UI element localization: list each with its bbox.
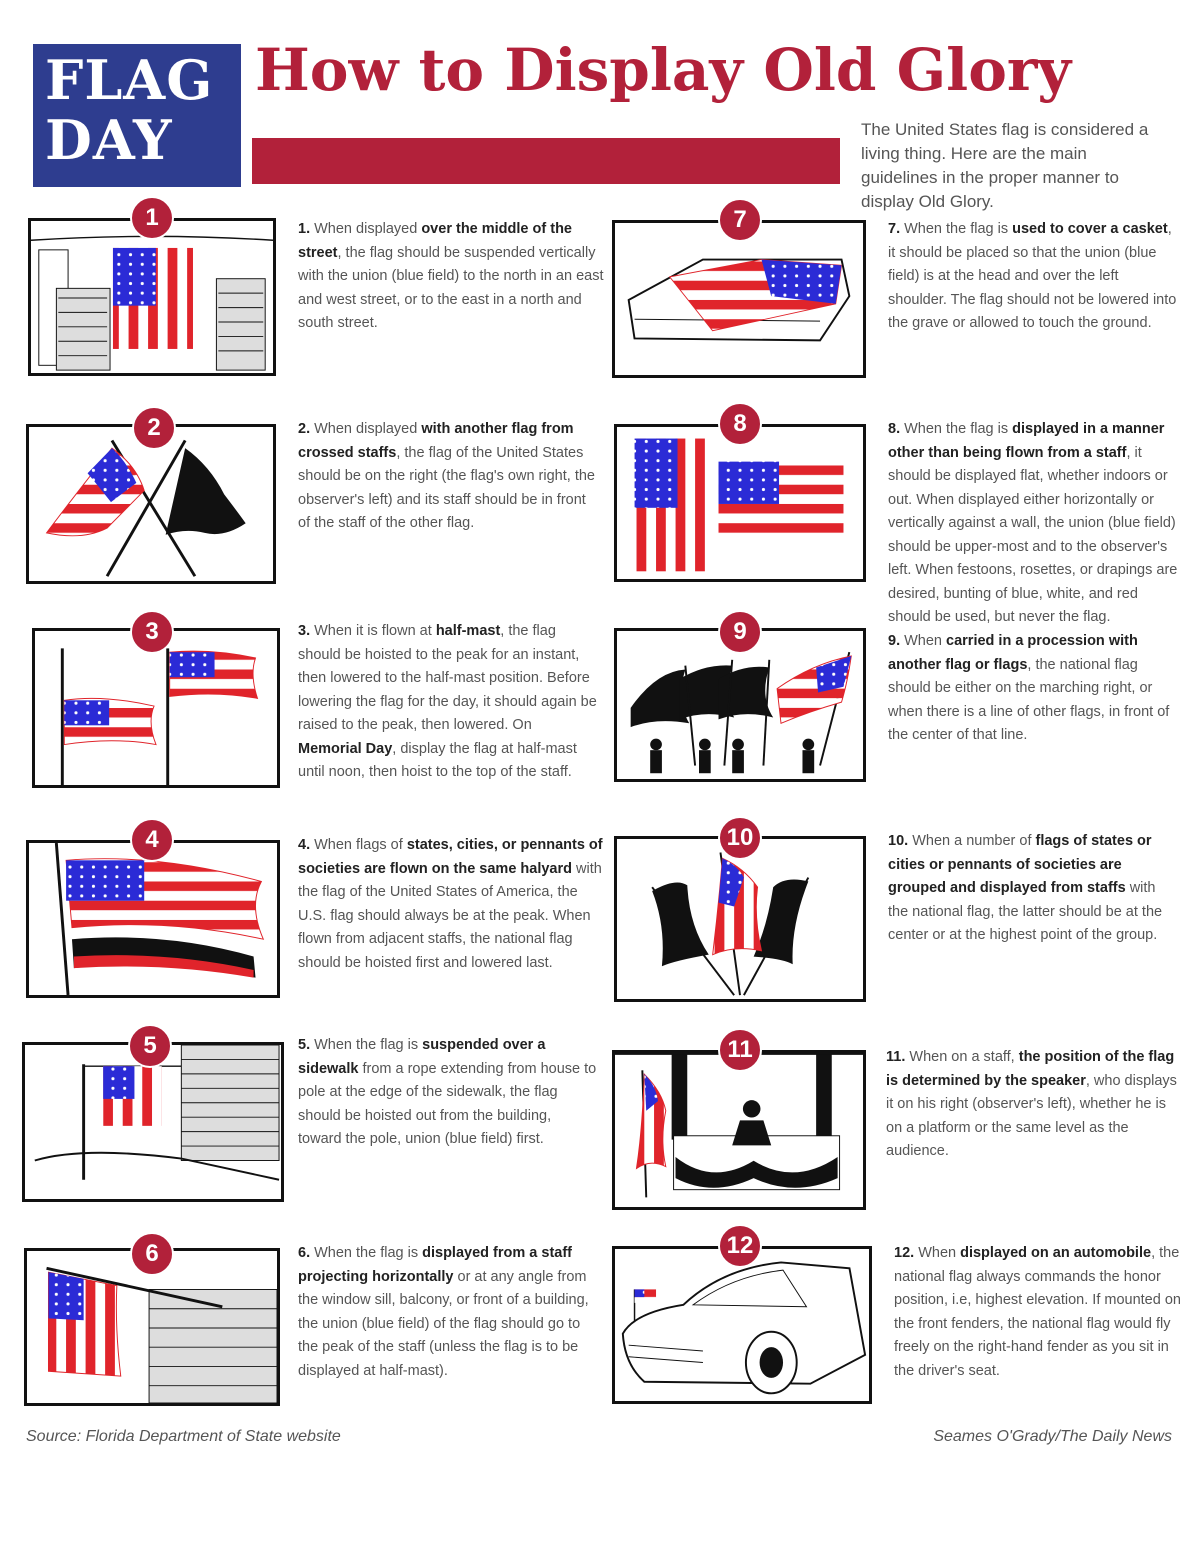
illustration-4-same-halyard <box>26 840 280 998</box>
badge-12: 12 <box>718 1224 762 1268</box>
guideline-3-text: 3. When it is flown at half-mast, the flag should be hoisted to the peak for an instant, then lowered to the half-mast position. Before lowering the flag for the day, it should again be raised to the peak, then lowered. On Memorial Day, display the flag at half-mast until noon, then hoist to the top of the staff. <box>298 623 597 780</box>
guideline-7-text: 7. When the flag is used to cover a casket, it should be placed so that the union (blue field) is at the head and over the left shoulder. The flag should not be lowered into the grave or allowed to touch the ground. <box>888 221 1177 331</box>
source-credit: Source: Florida Department of State website <box>26 1428 341 1445</box>
guideline-number: 2. <box>298 421 311 437</box>
guideline-11-text: 11. When on a staff, the position of the flag is determined by the speaker, who displays it on his right (observer's left), whether he is on a platform or the same level as the audience. <box>886 1049 1177 1159</box>
illustration-11-speaker-platform <box>612 1050 866 1210</box>
title-accent-bar <box>252 138 840 184</box>
intro-text: The United States flag is considered a living thing. Here are the main guidelines in the proper manner to display Old Glory. <box>861 120 1149 211</box>
badge-7: 7 <box>718 198 762 242</box>
guideline-2-text: 2. When displayed with another flag from crossed staffs, the flag of the United States should be on the right (the flag's own right, the observer's left) and its staff should be in front of the staff of the other flag. <box>298 421 595 531</box>
guideline-10-text: 10. When a number of flags of states or cities or pennants of societies are grouped and displayed from staffs with the national flag, the latter should be at the center or at the highest point of the group. <box>888 833 1163 943</box>
badge-5: 5 <box>128 1024 172 1068</box>
badge-4: 4 <box>130 818 174 862</box>
illustration-1-street-flag <box>28 218 276 376</box>
guideline-number: 6. <box>298 1245 311 1261</box>
guideline-number: 3. <box>298 623 311 639</box>
logo-line-1: FLAG <box>45 48 214 112</box>
badge-8: 8 <box>718 402 762 446</box>
guideline-number: 11. <box>886 1049 906 1065</box>
illustration-7-casket <box>612 220 866 378</box>
guideline-1-text: 1. When displayed over the middle of the street, the flag should be suspended vertically with the union (blue field) to the north in an east and west street, or to the east in a north and south street. <box>298 221 604 331</box>
guideline-8-text: 8. When the flag is displayed in a manner other than being flown from a staff, it should be displayed flat, whether indoors or out. When displayed either horizontally or vertically against a wall, the union (blue field) should be upper-most and to the observer's left. When festoons, rosettes, or drapings are desired, bunting of blue, white, and red should be used, but never the flag. <box>888 421 1178 625</box>
badge-9: 9 <box>718 610 762 654</box>
guideline-6-text: 6. When the flag is displayed from a staff projecting horizontally or at any angle from the window sill, balcony, or front of a building, the union (blue field) of the flag should go to the peak of the staff (unless the flag is to be displayed at half-mast). <box>298 1245 589 1379</box>
badge-2: 2 <box>132 406 176 450</box>
guideline-number: 5. <box>298 1037 311 1053</box>
badge-10: 10 <box>718 816 762 860</box>
guideline-12-text: 12. When displayed on an automobile, the national flag always commands the honor position, i.e, highest elevation. If mounted on the front fenders, the national flag would fly freely on the right-hand fender as you sit in the driver's seat. <box>894 1245 1181 1379</box>
guideline-number: 10. <box>888 833 909 849</box>
author-credit: Seames O'Grady/The Daily News <box>933 1428 1172 1445</box>
guideline-number: 4. <box>298 837 311 853</box>
guideline-number: 12. <box>894 1245 915 1261</box>
illustration-10-grouped-staffs <box>614 836 866 1002</box>
badge-6: 6 <box>130 1232 174 1276</box>
guideline-number: 8. <box>888 421 901 437</box>
guideline-4-text: 4. When flags of states, cities, or pennants of societies are flown on the same halyard with the flag of the United States of America, the U.S. flag should always be at the peak. When flown from adjacent staffs, the national flag should be hoisted first and lowered last. <box>298 837 603 971</box>
badge-1: 1 <box>130 196 174 240</box>
guideline-5-text: 5. When the flag is suspended over a sidewalk from a rope extending from house to pole at the edge of the sidewalk, the flag should be hoisted out from the building, toward the pole, union (blue field) first. <box>298 1037 597 1147</box>
flag-day-logo <box>33 44 241 187</box>
guideline-number: 1. <box>298 221 311 237</box>
page-title: How to Display Old Glory <box>255 36 1072 104</box>
guideline-number: 9. <box>888 633 901 649</box>
logo-line-2: DAY <box>45 108 173 172</box>
illustration-12-automobile <box>612 1246 872 1404</box>
guideline-number: 7. <box>888 221 901 237</box>
guideline-9-text: 9. When carried in a procession with another flag or flags, the national flag should be either on the marching right, or when there is a line of other flags, in front of the center of that line. <box>888 633 1170 743</box>
illustration-8-flat-display <box>614 424 866 582</box>
badge-3: 3 <box>130 610 174 654</box>
badge-11: 11 <box>718 1028 762 1072</box>
